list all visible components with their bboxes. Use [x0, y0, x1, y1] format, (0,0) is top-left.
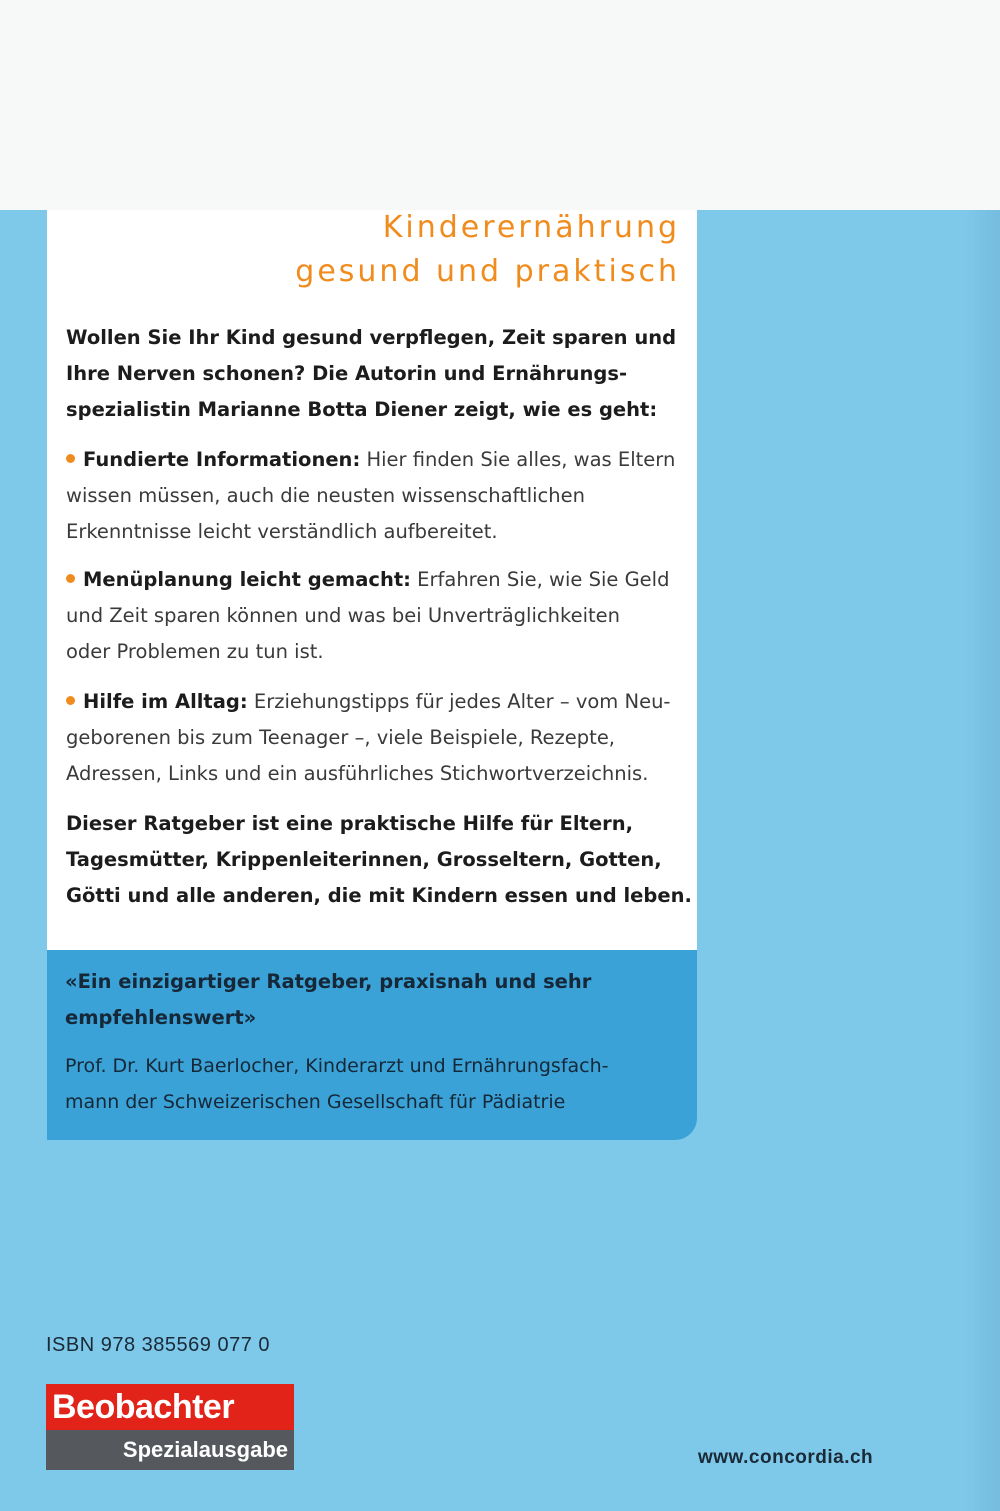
bullet-text-line: oder Problemen zu tun ist. — [66, 640, 324, 663]
bullet-heading: Fundierte Informationen: — [83, 448, 361, 471]
book-title-line-2: gesund und praktisch — [295, 254, 680, 289]
intro-line: Ihre Nerven schonen? Die Autorin und Ernährungs- — [66, 362, 628, 385]
quote-text — [65, 964, 685, 1036]
bullet-text: Erziehungstipps für jedes Alter – vom Neu- — [247, 690, 671, 713]
closing-paragraph — [66, 806, 692, 914]
bullet-first-line — [66, 442, 686, 478]
bullet-text-line: geborenen bis zum Teenager –, viele Beispiele, Rezepte, — [66, 726, 616, 749]
bullet-first-line — [66, 684, 686, 720]
logo-wordmark: Beobachter — [46, 1384, 294, 1430]
publisher-website: www.concordia.ch — [698, 1447, 874, 1468]
orange-bullet-icon — [66, 574, 75, 583]
bullet-item — [66, 562, 686, 670]
orange-bullet-icon — [66, 696, 75, 705]
bullet-text-line: Erkenntnisse leicht verständlich aufbereitet. — [66, 520, 498, 543]
quote-line: «Ein einzigartiger Ratgeber, praxisnah und sehr — [65, 970, 592, 993]
intro-line: spezialistin Marianne Botta Diener zeigt, wie es geht: — [66, 398, 658, 421]
beobachter-logo — [46, 1384, 294, 1470]
bullet-heading: Hilfe im Alltag: — [83, 690, 248, 713]
bullet-first-line — [66, 562, 686, 598]
closing-line: Götti und alle anderen, die mit Kindern essen und leben. — [66, 884, 692, 907]
intro-paragraph — [66, 320, 686, 428]
quote-author — [65, 1048, 695, 1120]
book-title-line-1: Kinderernährung — [382, 210, 680, 245]
quote-box — [47, 950, 697, 1140]
bullet-text-line: wissen müssen, auch die neusten wissenschaftlichen — [66, 484, 585, 507]
logo-subtitle: Spezialausgabe — [46, 1430, 294, 1470]
quote-author-line: Prof. Dr. Kurt Baerlocher, Kinderarzt und Ernährungsfach- — [65, 1055, 609, 1077]
closing-line: Dieser Ratgeber ist eine praktische Hilfe für Eltern, — [66, 812, 633, 835]
isbn-number: ISBN 978 385569 077 0 — [46, 1334, 271, 1356]
bullet-text: Erfahren Sie, wie Sie Geld — [410, 568, 670, 591]
closing-line: Tagesmütter, Krippenleiterinnen, Grosseltern, Gotten, — [66, 848, 662, 871]
quote-line: empfehlenswert» — [65, 1006, 257, 1029]
bullet-heading: Menüplanung leicht gemacht: — [83, 568, 411, 591]
bullet-item — [66, 442, 686, 550]
bullet-item — [66, 684, 686, 792]
bullet-text: Hier finden Sie alles, was Eltern — [360, 448, 676, 471]
quote-author-line: mann der Schweizerischen Gesellschaft für Pädiatrie — [65, 1091, 566, 1113]
bullet-text-line: Adressen, Links und ein ausführliches Stichwortverzeichnis. — [66, 762, 649, 785]
orange-bullet-icon — [66, 454, 75, 463]
bullet-text-line: und Zeit sparen können und was bei Unverträglichkeiten — [66, 604, 620, 627]
intro-line: Wollen Sie Ihr Kind gesund verpflegen, Zeit sparen und — [66, 326, 677, 349]
